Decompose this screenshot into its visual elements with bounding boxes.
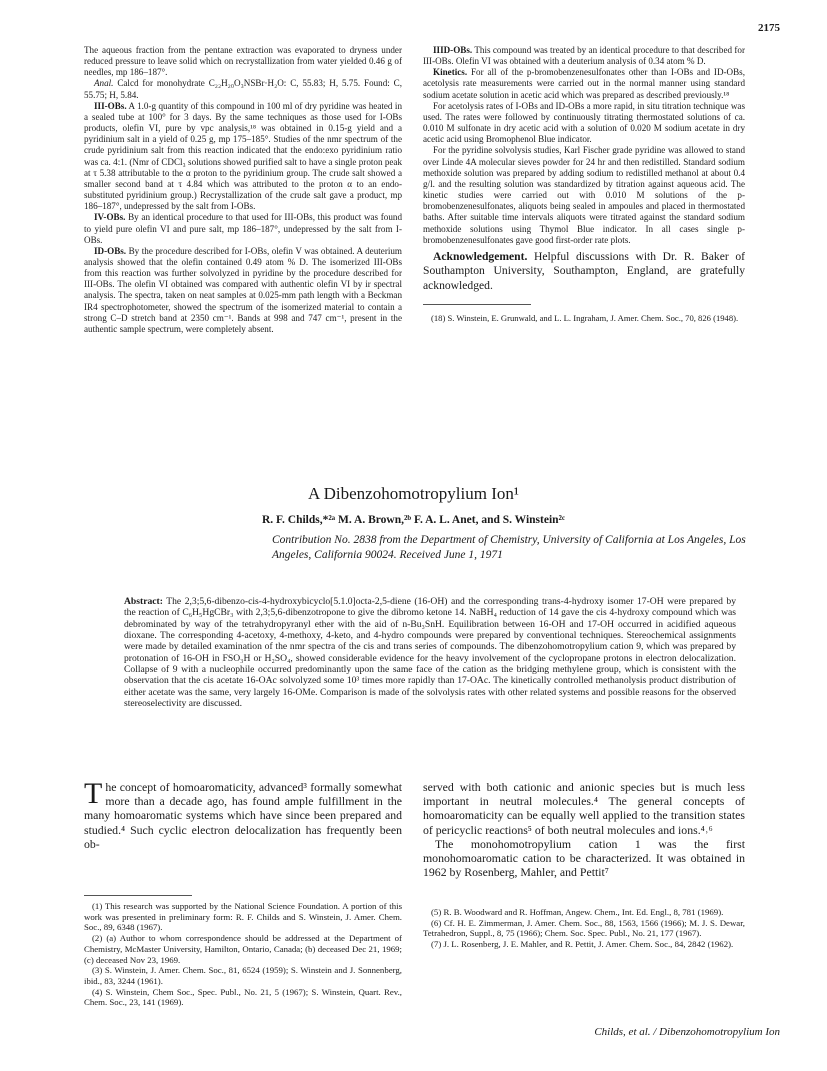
- experimental-right-column: [423, 45, 745, 323]
- divider: [84, 895, 192, 896]
- article-title: A Dibenzohomotropylium Ion¹: [308, 484, 519, 503]
- paragraph: ID-OBs. By the procedure described for I-OBs, olefin V was obtained. A deuterium analysis showed that the olefin contained 0.49 atom % D. The isomerized III-OBs from this reaction was further solvolyzed in pyridine by the procedure described for III-OBs. The olefin VI obtained was compared with authentic olefin VI by ir spectral analysis. The spectra, taken on neat samples at 0.025-mm path length with a Beckman IR4 spectrophotometer, showed the spectrum of the isomerized material to contain a strong C–D stretch band at 2350 cm⁻¹. Bands at 998 and 747 cm⁻¹, present in the authentic sample spectrum, were completely absent.: [84, 245, 402, 334]
- footnote: (3) S. Winstein, J. Amer. Chem. Soc., 81, 6524 (1959); S. Winstein and J. Sonnenberg, ibid., 83, 3244 (1961).: [84, 965, 402, 986]
- footnotes-right: [423, 907, 745, 950]
- paragraph: IV-OBs. By an identical procedure to that used for III-OBs, this product was found to yield pure olefin VI and pure salt, mp 186–187°, undepressed by the salt from I-OBs.: [84, 212, 402, 245]
- page-number: 2175: [758, 22, 780, 34]
- paragraph: For the pyridine solvolysis studies, Karl Fischer grade pyridine was allowed to stand over Linde 4A molecular sieves powder for 24 hr and then redistilled. Standard sodium methoxide solution was prepared by adding sodium to redistilled methanol at about 0.4 g/l. and the resulting solution was standardized by titration against aqueous acid. The kinetic studies were carried out with 0.010 M solutions of the p-bromobenzenesulfonates, aliquots being sealed in ampoules and placed in thermostated baths. After suitable time intervals aliquots were titrated against the standard sodium methoxide solutions using Thymol Blue indicator. In all cases single p-bromobenzenesulfonates gave good first-order rate plots.: [423, 145, 745, 245]
- paragraph: III-OBs. A 1.0-g quantity of this compound in 100 ml of dry pyridine was heated in a sealed tube at 100° for 3 days. By the same techniques as those used for I-OBs products, olefin VI, pure by vpc analysis,¹⁸ was obtained in 0.15-g yield and a pyridinium salt in a yield of 0.25 g, mp 175–185°. Studies of the nmr spectrum of the crude pyridinium salt from this reaction indicated that the endo:exo pyridinium ratio was ca. 4:1. (Nmr of CDCl₃ solutions showed purified salt to have a single proton peak at τ 5.38 attributable to the α proton to the pyridinium group. The crude salt showed a smaller second band at τ 4.84 which was attributed to the proton α to an endo-substituted pyridinium group.) Recrystallization of the crude salt gave a product, mp 186–187°, undepressed by the salt from I-OBs.: [84, 100, 402, 212]
- abstract: Abstract: The 2,3;5,6-dibenzo-cis-4-hydroxybicyclo[5.1.0]octa-2,5-diene (16-OH) and the corresponding trans-4-hydroxy isomer 17-OH were prepared by the reaction of C₆H₅HgCBr₃ with 2,3;5,6-dibenzotropone to give the dibromo ketone 14. NaBH₄ reduction of 14 gave the cis 4-hydroxy compound which was debrominated by way of the tetrahydropyranyl ether with the aid of n-Bu₃SnH. Equilibration between 16-OH and 17-OH occurred in acidified aqueous dioxane. The corresponding 4-acetoxy, 4-methoxy, 4-keto, and 4-hydro compounds were prepared by conventional techniques. Stereochemical assignments were made by detailed examination of the nmr spectra of the cis and trans series of compounds. The dibenzohomotropylium cation 9, which was prepared by protonation of 16-OH in FSO₃H or H₂SO₄, showed considerable evidence for the heavy involvement of the cyclopropane protons in electron delocalization. Collapse of 9 with a nucleophile occurred predominantly upon the same face of the cation as the bridging methylene group, which is consistent with the observation that the cis acetate 16-OAc solvolyzed some 10³ times more rapidly than 17-OAc. The kinetically controlled methanolysis product distribution of either acetate was the same, very largely 16-OMe. Comparison is made of the solvolysis rates with other related systems and possible reasons for the observed stereoselectivity are discussed.: [124, 596, 736, 710]
- acknowledgement: Acknowledgement. Helpful discussions with Dr. R. Baker of Southampton University, Southampton, England, are gratefully acknowledged.: [423, 249, 745, 292]
- paragraph: IIID-OBs. This compound was treated by an identical procedure to that described for III-OBs. Olefin VI was obtained with a deuterium analysis of 0.34 atom % D.: [423, 45, 745, 67]
- footnote: (7) J. L. Rosenberg, J. E. Mahler, and R. Pettit, J. Amer. Chem. Soc., 84, 2842 (1962).: [431, 939, 734, 950]
- footnote: (1) This research was supported by the National Science Foundation. A portion of this work was presented in preliminary form: R. F. Childs and S. Winstein, J. Amer. Chem. Soc., 89, 6348 (1967).: [84, 901, 402, 933]
- intro-right-column: [423, 780, 745, 879]
- paragraph: The aqueous fraction from the pentane extraction was evaporated to dryness under reduced pressure to leave solid which on recrystallization from water yielded 0.46 g of needles, mp 186–187°.: [84, 45, 402, 78]
- footnote: (5) R. B. Woodward and R. Hoffman, Angew. Chem., Int. Ed. Engl., 8, 781 (1969).: [431, 907, 724, 917]
- experimental-left-column: [84, 45, 402, 335]
- footnote: (6) Cf. H. E. Zimmerman, J. Amer. Chem. Soc., 88, 1563, 1566 (1966); M. J. S. Dewar, Tetrahedron, Suppl., 8, 75 (1966); Chem. Soc. Spec. Publ., No. 21, 177 (1967).: [423, 917, 745, 939]
- intro-left-column: The concept of homoaromaticity, advanced³ formally somewhat more than a decade ago, has found ample fulfillment in the many homoaromatic systems which have since been prepared and studied.⁴ Such cyclic electron delocalization has frequently been ob-: [84, 777, 402, 851]
- footnote: (2) (a) Author to whom correspondence should be addressed at the Department of Chemistry, McMaster University, Hamilton, Ontario, Canada; (b) deceased Dec 21, 1969; (c) deceased Nov 23, 1969.: [84, 933, 402, 965]
- paragraph: For acetolysis rates of I-OBs and ID-OBs a more rapid, in situ titration technique was used. The rates were followed by continuously titrating thermostated solutions of ca. 0.010 M sulfonate in dry acetic acid with a solution of 0.020 M sodium acetate in dry acetic acid using Bromophenol Blue indicator.: [423, 100, 745, 145]
- dropcap: T: [84, 777, 103, 810]
- footnotes-left: [84, 895, 402, 1008]
- divider: [423, 304, 531, 305]
- article-affiliation: Contribution No. 2838 from the Department of Chemistry, University of California at Los Angeles, Los Angeles, California 90024. Received June 1, 1971: [272, 534, 746, 561]
- paragraph: served with both cationic and anionic species but is much less important in neutral molecules.⁴ The general concepts of homoaromaticity can be equally well applied to the transition states of pericyclic reactions⁵ of both neutral molecules and ions.⁴˒⁶: [423, 780, 745, 837]
- article-authors: R. F. Childs,*²ᵃ M. A. Brown,²ᵇ F. A. L. Anet, and S. Winstein²ᶜ: [262, 514, 565, 526]
- abstract-label: Abstract:: [124, 596, 163, 607]
- running-footer: Childs, et al. / Dibenzohomotropylium Ion: [594, 1026, 780, 1038]
- paragraph: The monohomotropylium cation 1 was the first monohomoaromatic cation to be characterized. It was obtained in 1962 by Rosenberg, Mahler, and Pettit⁷: [423, 836, 745, 880]
- footnote: (4) S. Winstein, Chem Soc., Spec. Publ., No. 21, 5 (1967); S. Winstein, Quart. Rev., Chem. Soc., 23, 141 (1969).: [84, 986, 402, 1008]
- reference-18: (18) S. Winstein, E. Grunwald, and L. L. Ingraham, J. Amer. Chem. Soc., 70, 826 (1948).: [431, 312, 739, 323]
- paragraph: Anal. Calcd for monohydrate C₂₂H₂₀O₃NSBr·H₂O: C, 55.83; H, 5.75. Found: C, 55.75; H, 5.84.: [84, 78, 402, 100]
- paragraph: Kinetics. For all of the p-bromobenzenesulfonates other than I-OBs and ID-OBs, acetolysis rate measurements were carried out in the normal manner using standard sodium acetate solution in acetic acid which was prepared as described previously.¹⁸: [423, 67, 745, 100]
